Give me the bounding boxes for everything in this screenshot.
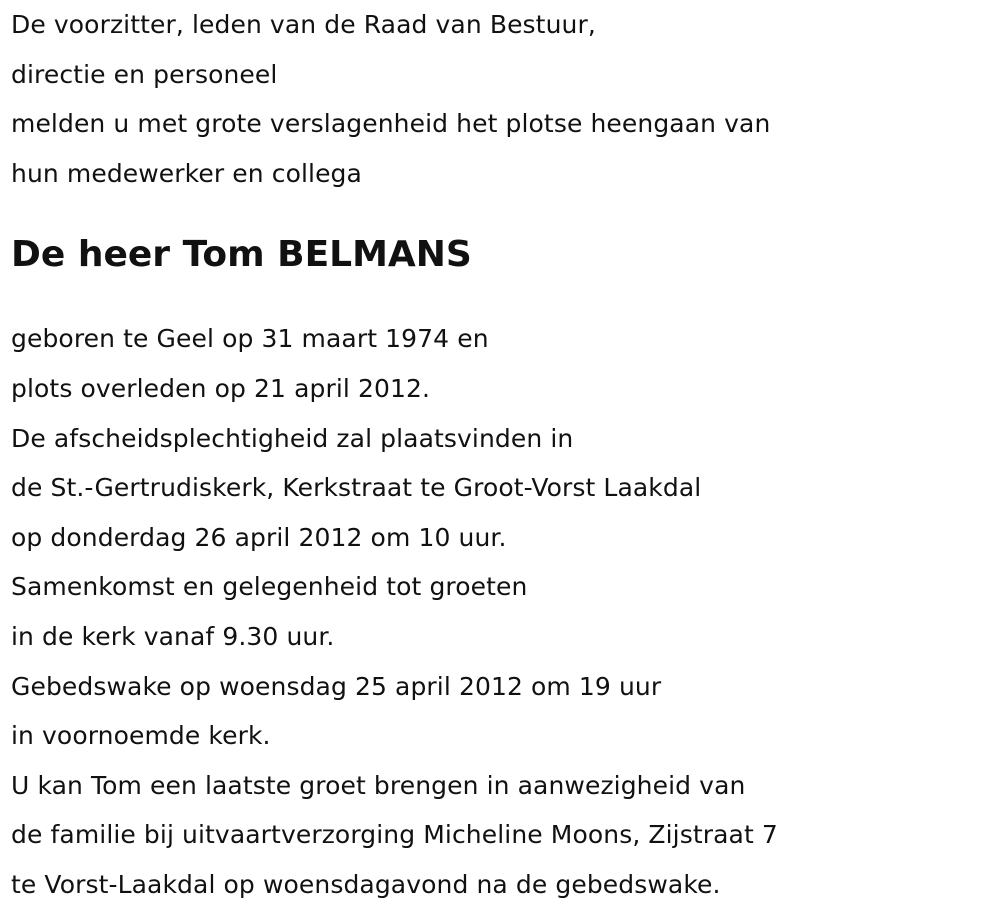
deceased-name: De heer Tom BELMANS	[11, 234, 472, 276]
details-line: in voornoemde kerk.	[11, 721, 271, 751]
obituary-notice	[11, 0, 991, 910]
details-line: U kan Tom een laatste groet brengen in aanwezigheid van	[11, 770, 746, 800]
details-paragraph	[11, 314, 991, 909]
intro-line: De voorzitter, leden van de Raad van Bestuur,	[11, 10, 596, 39]
details-line: te Vorst-Laakdal op woensdagavond na de gebedswake.	[11, 869, 721, 899]
details-line: de St.-Gertrudiskerk, Kerkstraat te Groot-Vorst Laakdal	[11, 473, 702, 503]
details-line: Samenkomst en gelegenheid tot groeten	[11, 572, 528, 602]
intro-line: melden u met grote verslagenheid het plotse heengaan van	[11, 109, 771, 139]
details-line: geboren te Geel op 31 maart 1974 en	[11, 324, 489, 354]
intro-line: directie en personeel	[11, 59, 278, 89]
details-line: De afscheidsplechtigheid zal plaatsvinden in	[11, 423, 574, 453]
details-line: Gebedswake op woensdag 25 april 2012 om 19 uur	[11, 671, 662, 701]
details-line: de familie bij uitvaartverzorging Micheline Moons, Zijstraat 7	[11, 820, 778, 850]
intro-paragraph	[11, 0, 991, 198]
intro-line: hun medewerker en collega	[11, 158, 362, 188]
details-line: in de kerk vanaf 9.30 uur.	[11, 621, 335, 651]
details-line: plots overleden op 21 april 2012.	[11, 373, 431, 403]
details-line: op donderdag 26 april 2012 om 10 uur.	[11, 522, 507, 552]
